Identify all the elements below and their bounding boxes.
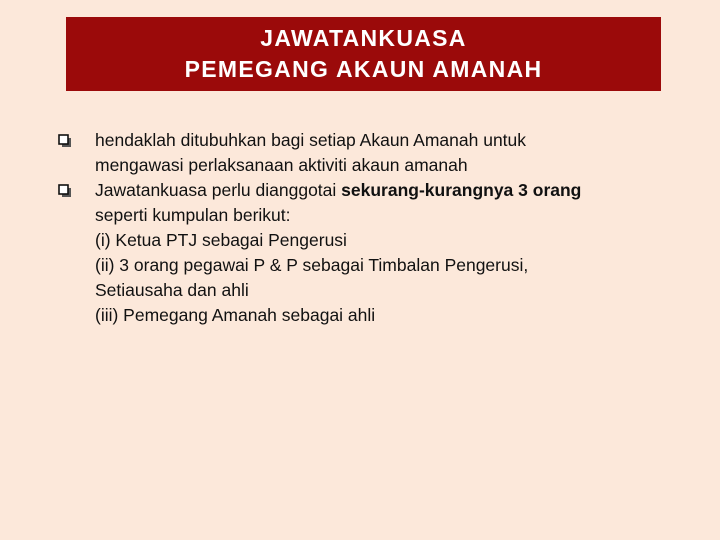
square-bullet-icon	[58, 128, 95, 153]
bullet-2-line-6: (iii) Pemegang Amanah sebagai ahli	[95, 305, 376, 325]
bullet-2-line-1	[95, 178, 698, 203]
bullet-2-bold-text: sekurang-kurangnya 3 orang	[341, 180, 582, 200]
bullet-2-line-5: Setiausaha dan ahli	[95, 280, 249, 300]
square-bullet-icon	[58, 178, 95, 203]
bullet-2-line-4: (ii) 3 orang pegawai P & P sebagai Timbalan Pengerusi,	[95, 255, 529, 275]
bullet-2-prefix: Jawatankuasa perlu dianggotai	[95, 180, 342, 200]
title-banner	[66, 17, 661, 91]
bullet-text-2	[95, 178, 698, 328]
bullet-item-1	[58, 128, 698, 178]
bullet-text-1	[95, 128, 698, 178]
bullet-2-line-2: seperti kumpulan berikut:	[95, 205, 291, 225]
title-line-2: PEMEGANG AKAUN AMANAH	[184, 56, 543, 82]
bullet-item-2	[58, 178, 698, 328]
bullet-2-line-3: (i) Ketua PTJ sebagai Pengerusi	[95, 230, 347, 250]
title-line-1: JAWATANKUASA	[260, 25, 467, 51]
bullet-list	[58, 128, 698, 328]
bullet-1-line-1: hendaklah ditubuhkan bagi setiap Akaun Amanah untuk	[95, 130, 527, 150]
bullet-1-line-2: mengawasi perlaksanaan aktiviti akaun amanah	[95, 155, 468, 175]
